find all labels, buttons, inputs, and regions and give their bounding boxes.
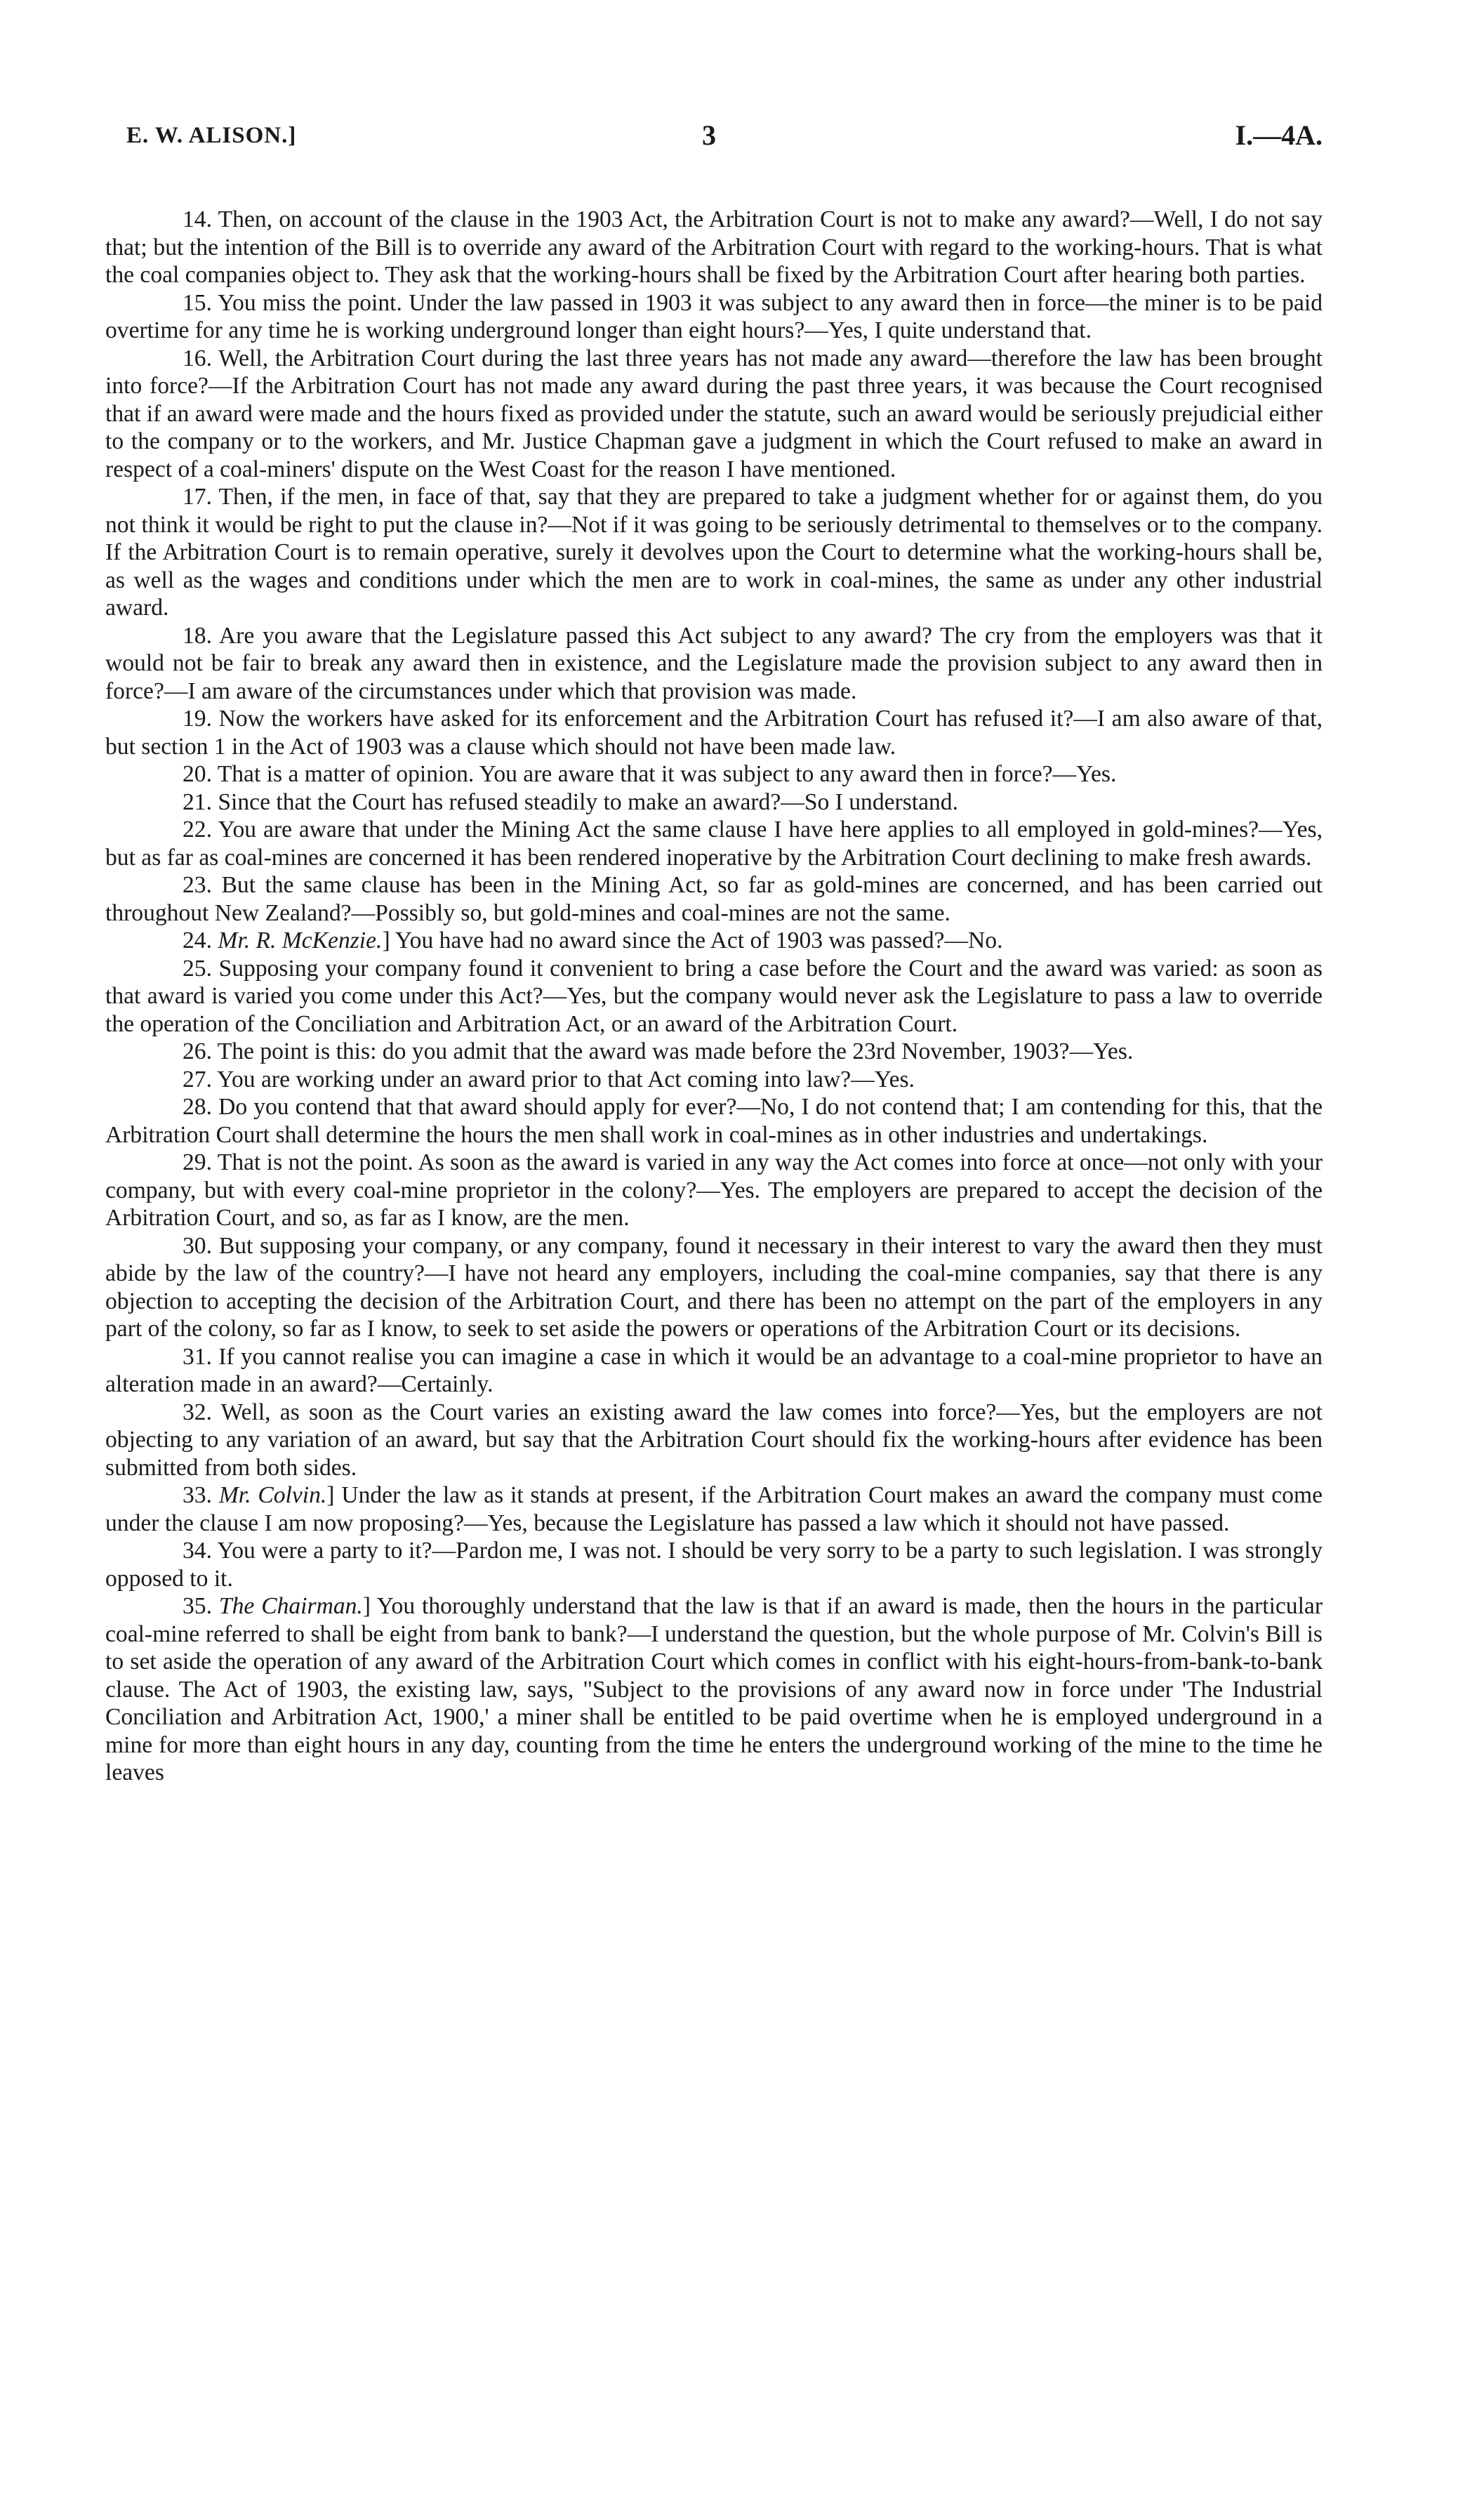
paragraph-27: 27. You are working under an award prior to that Act coming into law?—Yes. [183, 1066, 915, 1092]
paragraph-18: 18. Are you aware that the Legislature passed this Act subject to any award? The cry from the employers was that it would not be fair to break any award then in existence, and the Legislature made the provision subject to any award then in force?—I am aware of the circumstances under which that provision was made. [105, 622, 1323, 704]
paragraph-23: 23. But the same clause has been in the Mining Act, so far as gold-mines are concerned, and has been carried out throughout New Zealand?—Possibly so, but gold-mines and coal-mines are not the same. [105, 872, 1323, 926]
paragraph-22: 22. You are aware that under the Mining Act the same clause I have here applies to all employed in gold-mines?—Yes, but as far as coal-mines are concerned it has been rendered inoperative by the Arbitration Court declining to make fresh awards. [105, 817, 1323, 871]
paragraph-33: 33. Mr. Colvin.] Under the law as it stands at present, if the Arbitration Court makes an award the company must come under the clause I am now proposing?—Yes, because the Legislature has passed a law which it should not have passed. [105, 1482, 1323, 1536]
speaker-name: Mr. R. McKenzie. [218, 927, 383, 953]
document-body [105, 206, 1323, 1787]
speaker-name: Mr. Colvin. [218, 1482, 327, 1508]
paragraph-25: 25. Supposing your company found it convenient to bring a case before the Court and the award was varied: as soon as that award is varied you come under this Act?—Yes, but the company would never ask the Legislature to pass a law to override the operation of the Conciliation and Arbitration Act, or an award of the Arbitration Court. [105, 955, 1323, 1037]
paragraph-15: 15. You miss the point. Under the law passed in 1903 it was subject to any award then in force—the miner is to be paid overtime for any time he is working underground longer than eight hours?—Yes, I quite understand that. [105, 289, 1323, 343]
page-number: 3 [702, 119, 716, 151]
paragraph-14: 14. Then, on account of the clause in the 1903 Act, the Arbitration Court is not to make any award?—Well, I do not say that; but the intention of the Bill is to override any award of the Arbitration Court with regard to the working-hours. That is what the coal companies object to. They ask that the working-hours shall be fixed by the Arbitration Court after hearing both parties. [105, 206, 1323, 288]
paragraph-16: 16. Well, the Arbitration Court during the last three years has not made any award—therefore the law has been brought into force?—If the Arbitration Court has not made any award during the past three years, it was because the Court recognised that if an award were made and the hours fixed as provided under the statute, such an award would be seriously prejudicial either to the company or to the workers, and Mr. Justice Chapman gave a judgment in which the Court refused to make an award in respect of a coal-miners' dispute on the West Coast for the reason I have mentioned. [105, 345, 1323, 482]
paragraph-35: 35. The Chairman.] You thoroughly understand that the law is that if an award is made, then the hours in the particular coal-mine referred to shall be eight from bank to bank?—I understand the question, but the whole purpose of Mr. Colvin's Bill is to set aside the operation of any award of the Arbitration Court which comes in conflict with his eight-hours-from-bank-to-bank clause. The Act of 1903, the existing law, says, "Subject to the provisions of any award now in force under 'The Industrial Conciliation and Arbitration Act, 1900,' a miner shall be entitled to be paid overtime when he is employed underground in a mine for more than eight hours in any day, counting from the time he enters the underground working of the mine to the time he leaves [105, 1593, 1323, 1785]
page-header [105, 119, 1323, 165]
paragraph-30: 30. But supposing your company, or any company, found it necessary in their interest to vary the award then they must abide by the law of the country?—I have not heard any employers, including the coal-mine companies, say that there is any objection to accepting the decision of the Arbitration Court, and there has been no attempt on the part of the employers in any part of the colony, so far as I know, to seek to set aside the powers or operations of the Arbitration Court or its decisions. [105, 1232, 1323, 1342]
paragraph-26: 26. The point is this: do you admit that the award was made before the 23rd November, 1903?—Yes. [183, 1038, 1134, 1064]
paragraph-28: 28. Do you contend that that award should apply for ever?—No, I do not contend that; I am contending for this, that the Arbitration Court shall determine the hours the men shall work in coal-mines as in other industries and undertakings. [105, 1094, 1323, 1148]
speaker-name: The Chairman. [218, 1593, 363, 1619]
paragraph-21: 21. Since that the Court has refused steadily to make an award?—So I understand. [183, 788, 958, 815]
paragraph-31: 31. If you cannot realise you can imagine a case in which it would be an advantage to a coal-mine proprietor to have an alteration made in an award?—Certainly. [105, 1343, 1323, 1397]
paragraph-24: 24. Mr. R. McKenzie.] You have had no award since the Act of 1903 was passed?—No. [183, 927, 1003, 953]
paragraph-19: 19. Now the workers have asked for its enforcement and the Arbitration Court has refused it?—I am also aware of that, but section 1 in the Act of 1903 was a clause which should not have been made law. [105, 706, 1323, 760]
paragraph-32: 32. Well, as soon as the Court varies an existing award the law comes into force?—Yes, but the employers are not objecting to any variation of an award, but say that the Arbitration Court should fix the working-hours after evidence has been submitted from both sides. [105, 1399, 1323, 1481]
paper-reference: I.—4A. [1235, 119, 1323, 151]
paragraph-29: 29. That is not the point. As soon as the award is varied in any way the Act comes into force at once—not only with your company, but with every coal-mine proprietor in the colony?—Yes. The employers are prepared to accept the decision of the Arbitration Court, and so, as far as I know, are the men. [105, 1149, 1323, 1231]
witness-name: E. W. ALISON.] [126, 123, 297, 148]
paragraph-20: 20. That is a matter of opinion. You are aware that it was subject to any award then in force?—Yes. [183, 761, 1117, 787]
paragraph-17: 17. Then, if the men, in face of that, say that they are prepared to take a judgment whether for or against them, do you not think it would be right to put the clause in?—Not if it was going to be seriously detrimental to themselves or to the company. If the Arbitration Court is to remain operative, surely it devolves upon the Court to determine what the working-hours shall be, as well as the wages and conditions under which the men are to work in coal-mines, the same as under any other industrial award. [105, 484, 1323, 621]
paragraph-34: 34. You were a party to it?—Pardon me, I was not. I should be very sorry to be a party to such legislation. I was strongly opposed to it. [105, 1538, 1323, 1592]
